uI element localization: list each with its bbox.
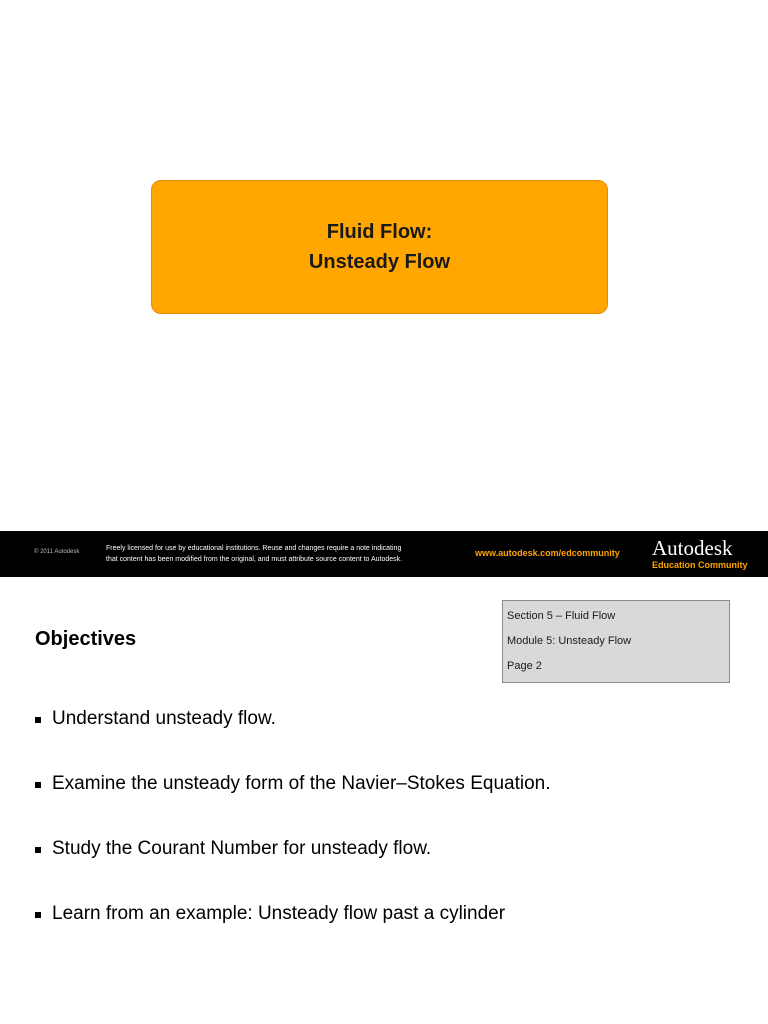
objective-text: Learn from an example: Unsteady flow past a cylinder bbox=[52, 903, 506, 924]
title-line-1: Fluid Flow: bbox=[326, 221, 433, 243]
square-bullet-icon bbox=[35, 782, 41, 788]
module-label: Module 5: Unsteady Flow bbox=[507, 635, 632, 647]
brand-subtitle: Education Community bbox=[652, 560, 748, 570]
objectives-heading: Objectives bbox=[35, 628, 137, 650]
objective-text: Study the Courant Number for unsteady flow. bbox=[52, 838, 432, 859]
title-box bbox=[151, 180, 608, 314]
square-bullet-icon bbox=[35, 847, 41, 853]
square-bullet-icon bbox=[35, 717, 41, 723]
objectives-list bbox=[35, 706, 551, 966]
section-label: Section 5 – Fluid Flow bbox=[507, 610, 616, 622]
license-text bbox=[106, 543, 466, 565]
objective-item bbox=[35, 836, 551, 901]
website-link[interactable]: www.autodesk.com/edcommunity bbox=[475, 548, 620, 558]
brand-name: Autodesk bbox=[652, 536, 733, 560]
title-line-2: Unsteady Flow bbox=[308, 251, 451, 273]
page-label: Page 2 bbox=[507, 660, 542, 672]
license-line-1: Freely licensed for use by educational institutions. Reuse and changes require a note indicating bbox=[106, 545, 402, 552]
autodesk-logo bbox=[652, 536, 752, 570]
footer-bar bbox=[0, 531, 768, 577]
objective-item bbox=[35, 771, 551, 836]
square-bullet-icon bbox=[35, 912, 41, 918]
objective-text: Examine the unsteady form of the Navier–Stokes Equation. bbox=[52, 773, 551, 794]
copyright-text: © 2011 Autodesk bbox=[34, 549, 80, 555]
license-line-2: that content has been modified from the original, and must attribute source content to Autodesk. bbox=[106, 556, 403, 563]
section-info-box bbox=[502, 600, 730, 683]
objective-text: Understand unsteady flow. bbox=[52, 708, 276, 729]
objective-item bbox=[35, 901, 551, 966]
objective-item bbox=[35, 706, 551, 771]
